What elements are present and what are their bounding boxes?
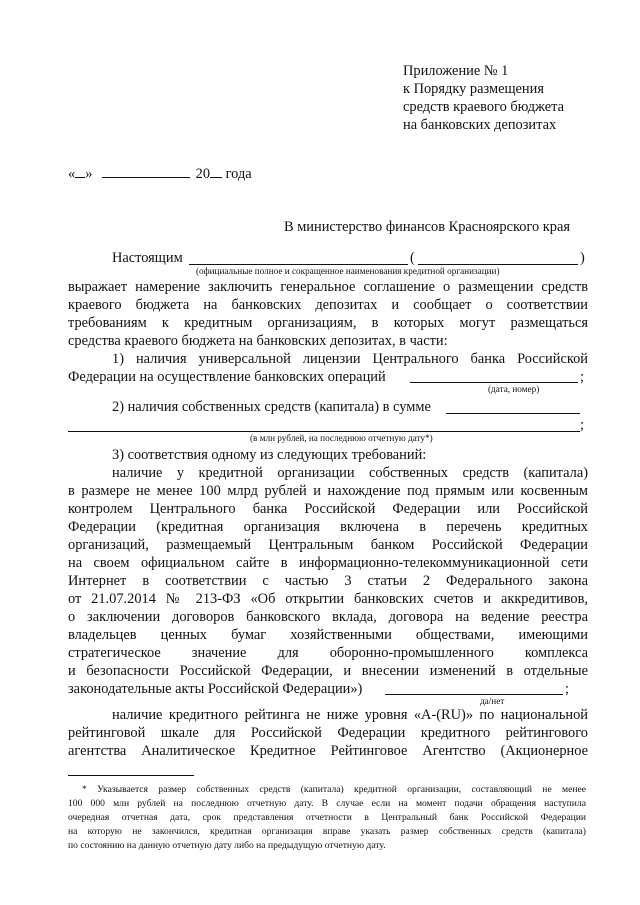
yes-no-caption: да/нет — [480, 696, 505, 706]
item1-end: ; — [580, 369, 584, 385]
item1-line-2: Федерации на осуществление банковских операций — [68, 369, 386, 385]
appendix-line-4: на банковских депозитах — [403, 117, 557, 133]
item3-end: ; — [565, 681, 569, 697]
date-quote-close: » — [85, 166, 93, 182]
org-short-name-blank[interactable] — [418, 264, 578, 265]
para1-line-4: средства краевого бюджета на банковских депозитах, в части: — [68, 333, 448, 349]
rating-line-2: рейтинговой шкале для Российской Федерации кредитного рейтингового — [68, 725, 588, 741]
item3-line-9: о заключении договоров банковского вклада, договора на ведение реестра — [68, 609, 588, 625]
yes-no-blank[interactable] — [385, 694, 563, 695]
date-century: 20 — [195, 166, 211, 182]
intro-paren-close: ) — [580, 250, 585, 266]
org-name-caption: (официальные полное и сокращенное наименования кредитной организации) — [196, 266, 500, 276]
intro-word: Настоящим — [112, 250, 183, 266]
intro-paren-open: ( — [410, 250, 415, 266]
item3-line-8: от 21.07.2014 № 213-ФЗ «Об открытии банковских счетов и аккредитивов, — [68, 591, 588, 607]
item3-line-6: на своем официальном сайте в информационно-телекоммуникационной сети — [68, 555, 588, 571]
org-full-name-blank[interactable] — [189, 264, 408, 265]
item2-end: ; — [580, 417, 584, 433]
para1-line-1: выражает намерение заключить генеральное соглашение о размещении средств — [68, 279, 588, 295]
item3-line-2: в размере не менее 100 млрд рублей и нахождение под прямым или косвенным — [68, 483, 588, 499]
date-quote-open: « — [68, 166, 76, 182]
footnote-line-4: на которую не закончился, кредитная организация вправе указать размер собственных средств (капитала) — [68, 826, 586, 837]
item1-line-1: 1) наличия универсальной лицензии Центрального банка Российской — [112, 351, 588, 367]
capital-caption: (в млн рублей, на последнюю отчетную дату*) — [250, 433, 433, 443]
item3-line-1: наличие у кредитной организации собственных средств (капитала) — [112, 465, 588, 481]
footnote-line-3: очередная отчетная дата, срок представления отчетности в Центральный банк Российской Федерации — [68, 812, 586, 823]
license-blank[interactable] — [410, 382, 578, 383]
footnote-separator — [68, 775, 194, 776]
day-blank[interactable] — [75, 164, 85, 178]
item3-line-13: законодательные акты Российской Федерации») — [68, 681, 363, 697]
date-line — [68, 164, 252, 183]
month-blank[interactable] — [102, 164, 190, 178]
item3-line-11: стратегическое значение для оборонно-промышленного комплекса — [68, 645, 588, 661]
footnote-line-1: * Указывается размер собственных средств (капитала) кредитной организации, составляющий не менее — [82, 784, 586, 795]
para1-line-2: краевого бюджета на банковских депозитах и сообщает о соответствии — [68, 297, 588, 313]
license-caption: (дата, номер) — [488, 384, 540, 394]
appendix-line-2: к Порядку размещения — [403, 81, 544, 97]
appendix-number: Приложение № 1 — [403, 63, 509, 79]
year-blank[interactable] — [210, 164, 222, 178]
rating-line-1: наличие кредитного рейтинга не ниже уровня «A-(RU)» по национальной — [112, 707, 588, 723]
footnote-line-5: по состоянию на данную отчетную дату либо на предыдущую отчетную дату. — [68, 840, 386, 851]
para1-line-3: требованиям к кредитным организациям, в которых могут размещаться — [68, 315, 588, 331]
item2-line-1: 2) наличия собственных средств (капитала) в сумме — [112, 399, 431, 415]
rating-line-3: агентства Аналитическое Кредитное Рейтинговое Агентство (Акционерное — [68, 743, 588, 759]
item3-line-3: контролем Центрального банка Российской Федерации или Российской — [68, 501, 588, 517]
footnote-line-2: 100 000 млн рублей на последнюю отчетную дату. В случае если на момент подачи обращения наступила — [68, 798, 586, 809]
item3-head: 3) соответствия одному из следующих требований: — [112, 447, 427, 463]
item3-line-10: владельцев ценных бумаг хозяйственными обществами, имеющими — [68, 627, 588, 643]
date-suffix: года — [225, 166, 252, 182]
addressee: В министерство финансов Красноярского края — [284, 219, 570, 235]
capital-blank-2[interactable] — [68, 431, 580, 432]
item3-line-7: Интернет в соответствии с частью 3 статьи 2 Федерального закона — [68, 573, 588, 589]
item3-line-5: организаций, размещаемый Центральным банком Российской Федерации — [68, 537, 588, 553]
item3-line-4: Федерации (кредитная организация включена в перечень кредитных — [68, 519, 588, 535]
capital-blank-1[interactable] — [446, 413, 580, 414]
appendix-line-3: средств краевого бюджета — [403, 99, 565, 115]
item3-line-12: и безопасности Российской Федерации, и внесении изменений в отдельные — [68, 663, 588, 679]
